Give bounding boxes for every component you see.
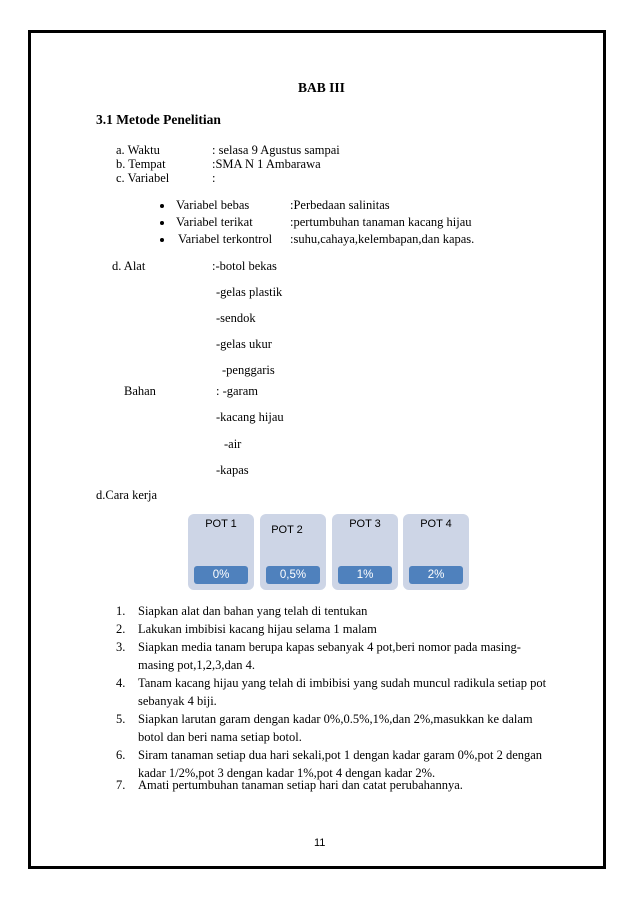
bullet-icon xyxy=(160,238,164,242)
step-number: 7. xyxy=(116,778,126,792)
variable-val: :suhu,cahaya,kelembapan,dan kapas. xyxy=(290,232,475,246)
section-title: 3.1 Metode Penelitian xyxy=(96,112,221,127)
step-number: 3. xyxy=(116,640,126,654)
variable-val: :Perbedaan salinitas xyxy=(290,198,390,212)
info-key-tempat: b. Tempat xyxy=(116,157,166,171)
step-number: 5. xyxy=(116,712,126,726)
step-text: Siram tanaman setiap dua hari sekali,pot 1 dengan kadar garam 0%,pot 2 dengan kadar 1/2%,pot 3 dengan kadar 1%,pot 4 dengan kadar 2%. xyxy=(138,748,543,780)
bahan-item: : -garam xyxy=(216,384,258,398)
pot-percent-2: 0,5% xyxy=(266,566,320,584)
step-text: Siapkan alat dan bahan yang telah di tentukan xyxy=(138,604,368,618)
alat-item: -gelas plastik xyxy=(216,285,283,299)
bullet-icon xyxy=(160,204,164,208)
variable-key: Variabel terkontrol xyxy=(178,232,273,246)
info-key-variabel: c. Variabel xyxy=(116,171,170,185)
step-text: Tanam kacang hijau yang telah di imbibisi yang sudah muncul radikula setiap pot sebanyak 4 biji. xyxy=(138,676,547,708)
bahan-item: -air xyxy=(224,437,242,451)
step-text: Siapkan larutan garam dengan kadar 0%,0.5%,1%,dan 2%,masukkan ke dalam botol dan beri nama setiap botol. xyxy=(138,712,533,744)
alat-item: -penggaris xyxy=(222,363,275,377)
page-number: 11 xyxy=(314,837,326,849)
bullet-icon xyxy=(160,221,164,225)
pot-label-3: POT 3 xyxy=(349,518,381,530)
info-key-waktu: a. Waktu xyxy=(116,143,160,157)
info-val-variabel: : xyxy=(212,171,216,185)
bahan-item: -kapas xyxy=(216,463,249,477)
alat-item: -sendok xyxy=(216,311,256,325)
pot-percent-4: 2% xyxy=(409,566,463,584)
step-text: Lakukan imbibisi kacang hijau selama 1 malam xyxy=(138,622,377,636)
pot-label-1: POT 1 xyxy=(205,518,237,530)
variable-key: Variabel terikat xyxy=(176,215,253,229)
info-val-waktu: : selasa 9 Agustus sampai xyxy=(212,143,340,157)
chapter-title: BAB III xyxy=(298,80,345,95)
variable-val: :pertumbuhan tanaman kacang hijau xyxy=(290,215,472,229)
variable-key: Variabel bebas xyxy=(176,198,250,212)
step-number: 1. xyxy=(116,604,126,618)
pot-label-4: POT 4 xyxy=(420,518,452,530)
alat-label: d. Alat xyxy=(112,259,146,273)
cara-kerja-label: d.Cara kerja xyxy=(96,488,158,502)
info-val-tempat: :SMA N 1 Ambarawa xyxy=(212,157,321,171)
step-number: 6. xyxy=(116,748,126,762)
alat-item: -gelas ukur xyxy=(216,337,272,351)
bahan-label: Bahan xyxy=(124,384,156,398)
pot-percent-3: 1% xyxy=(338,566,392,584)
step-number: 4. xyxy=(116,676,126,690)
pot-percent-1: 0% xyxy=(194,566,248,584)
alat-item: :-botol bekas xyxy=(212,259,277,273)
pot-label-2: POT 2 xyxy=(271,524,303,536)
step-number: 2. xyxy=(116,622,126,636)
step-text: Amati pertumbuhan tanaman setiap hari dan catat perubahannya. xyxy=(138,778,463,792)
step-text: Siapkan media tanam berupa kapas sebanyak 4 pot,beri nomor pada masing- masing pot,1,2,3,dan 4. xyxy=(138,640,521,672)
bahan-item: -kacang hijau xyxy=(216,410,284,424)
